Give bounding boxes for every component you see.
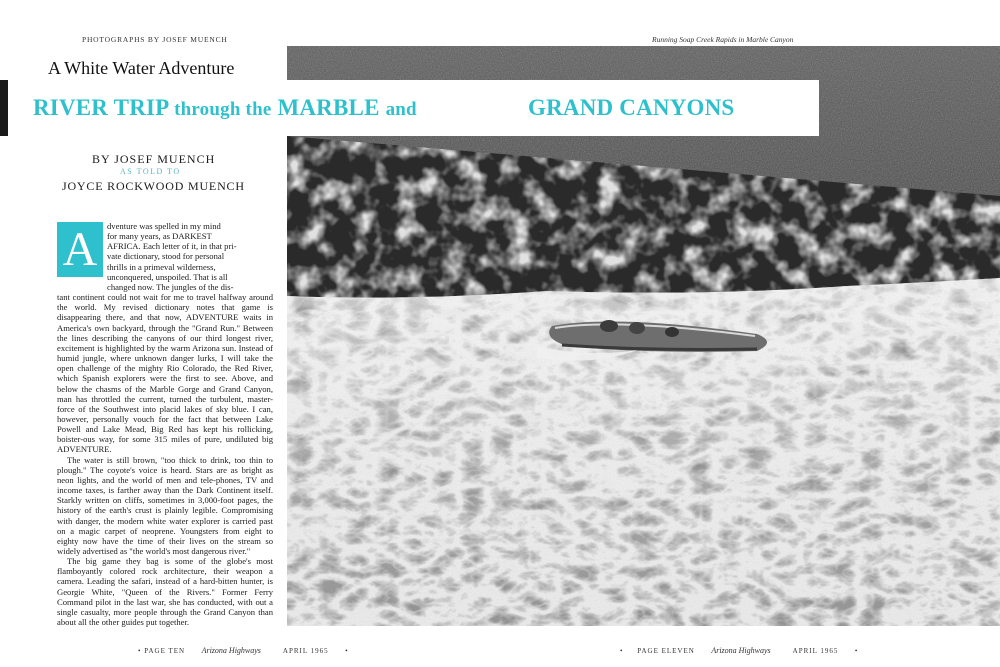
lead-line: changed now. The jungles of the dis- — [107, 281, 234, 292]
page-number-right: PAGE ELEVEN — [637, 647, 695, 655]
kicker-heading: A White Water Adventure — [48, 58, 235, 78]
title-part-2: through the — [174, 99, 272, 120]
page-number-left: PAGE TEN — [144, 647, 186, 655]
paragraph-1: tant continent could not wait for me to travel halfway around the world. My revised dictionary notes that game is disappearing there, and that now, ADVENTURE waits in America's own backyard, through the "Grand Run." Between the lines describing the canyons of our third longest river, excitement is highlighted by the warm Arizona sun. Instead of humid jungle, where unknown danger lurks, I will take the open challenge of the mighty Rio Colorado, the Red River, which Spanish explorers were the first to see. Above, and below the chasms of the Marble Gorge and Grand Canyon, man has throttled the current, turned the turbulent, master-force of the Southwest into placid lakes of sky blue. I can, however, personally vouch for the fact that between Lake Powell and Lake Mead, Big Red has kept his rollicking, boister-ous way, for some 315 miles of pure, undiluted big ADVENTURE. — [57, 292, 273, 455]
footer-left: • PAGE TEN Arizona Highways APRIL 1965 • — [138, 646, 349, 655]
article-body — [57, 221, 273, 627]
issue-date-right: APRIL 1965 — [792, 647, 839, 655]
author-byline: BY JOSEF MUENCH — [92, 152, 216, 166]
issue-date-left: APRIL 1965 — [282, 647, 329, 655]
drop-cap: A — [57, 222, 103, 277]
photo-credit: PHOTOGRAPHS BY JOSEF MUENCH — [82, 35, 228, 44]
photo-caption: Running Soap Creek Rapids in Marble Canyon — [652, 35, 794, 44]
page-title-left — [33, 95, 417, 121]
lead-line: unconquered, unspoiled. That is all — [107, 271, 228, 282]
footer-right: • PAGE ELEVEN Arizona Highways APRIL 1965 • — [620, 646, 859, 655]
title-part-3: MARBLE — [277, 95, 380, 120]
lead-line: dventure was spelled in my mind — [107, 221, 221, 231]
paragraph-3: The big game they bag is some of the globe's most flamboyantly colored rock architecture, their weapon a camera. Leading the safari, instead of a hard-bitten hunter, is Georgie White, "Queen of the Rivers." Former Ferry Command pilot in the last war, she has conducted, with out a single casualty, more people through the Grand Canyon than about all the other guides put together. — [57, 556, 273, 628]
title-part-1: RIVER TRIP — [33, 95, 169, 120]
lead-line: AFRICA. Each letter of it, in that pri- — [107, 241, 237, 252]
lead-line: for many years, as DARKEST — [107, 231, 212, 242]
page-title-right — [528, 95, 734, 121]
magazine-name-right: Arizona Highways — [711, 646, 771, 655]
paragraph-2: The water is still brown, "too thick to drink, too thin to plough." The coyote's voice is heard. Stars are as bright as neon lights, and the world of men and tele-phones, TV and income taxes, is farther away than the Dark Continent itself. Starkly written on cliffs, sometimes in 3,000-foot pages, the history of the earth's crust is plainly legible. Compromising with danger, the modern white water explorer is carried past on a magic carpet of neoprene. Youngsters from eight to eighty now have the time of their lives on the stream so widely advertised as "the world's most dangerous river." — [57, 454, 273, 556]
as-told-to: AS TOLD TO — [120, 167, 181, 176]
lead-line: vate dictionary, stood for personal — [107, 251, 225, 262]
coauthor-name: JOYCE ROCKWOOD MUENCH — [62, 179, 245, 193]
lead-line: thrills in a primeval wilderness, — [107, 261, 216, 272]
magazine-name-left: Arizona Highways — [201, 646, 261, 655]
title-part-5: GRAND CANYONS — [528, 95, 735, 120]
title-part-4: and — [385, 99, 417, 120]
